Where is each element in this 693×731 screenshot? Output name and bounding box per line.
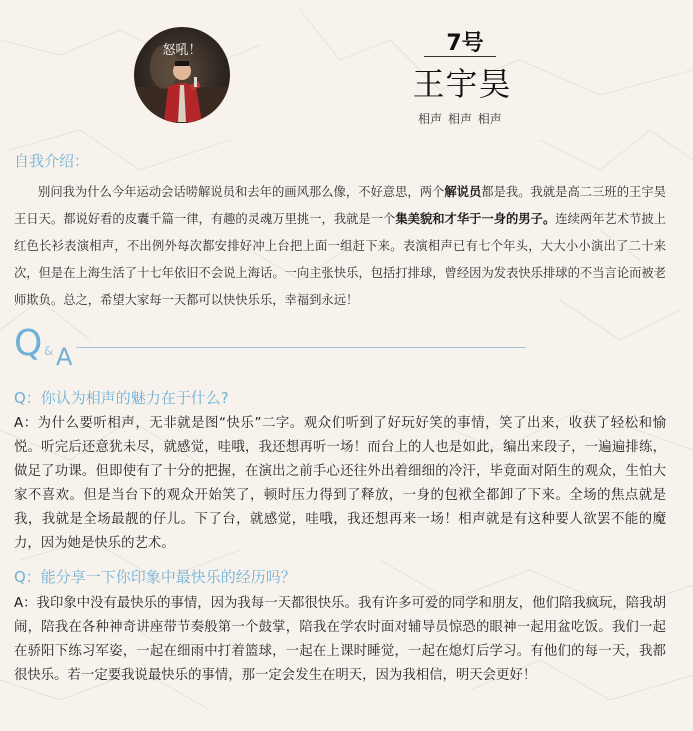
qa-logo-a: A — [56, 343, 73, 371]
intro-title: 自我介绍： — [14, 152, 90, 170]
player-number: 7号 — [446, 31, 484, 56]
intro-bold-1: 解说员 — [444, 185, 482, 199]
intro-paragraph — [14, 179, 666, 314]
avatar — [134, 27, 230, 123]
question-1: Q：你认为相声的魅力在于什么? — [14, 389, 229, 407]
talent-tags: 相声 相声 相声 — [418, 112, 502, 126]
qa-divider — [76, 347, 526, 348]
qa-logo — [14, 324, 94, 372]
player-name: 王宇昊 — [412, 65, 512, 103]
qa-logo-amp: & — [44, 344, 54, 358]
name-divider — [424, 56, 496, 57]
answer-1: A：为什么要听相声，无非就是图“快乐”二字。观众们听到了好玩好笑的事情，笑了出来，收获了轻松和愉悦。听完后还意犹未尽，就感觉，哇哦，我还想再听一场！而台上的人也是如此，编出来段子，一遍遍排练，做足了功课。但即使有了十分的把握，在演出之前手心还往外出着细细的冷汗，毕竟面对陌生的观众，生怕大家不喜欢。但是当台下的观众开始笑了，顿时压力得到了释放，一身的包袱全都卸了下来。全场的焦点就是我，我就是全场最靓的仔儿。下了台，就感觉，哇哦，我还想再来一场！相声就是有这种要人欲罢不能的魔力，因为她是快乐的艺术。 — [14, 416, 666, 551]
intro-text-3: 连续两年艺术节披上红色长衫表演相声，不出例外每次都安排好冲上台把上面一组赶下来。表演相声已有七个年头，大大小小演出了二十来次，但是在上海生活了十七年依旧不会说上海话。一向主张快乐，包括打排球，曾经因为发表快乐排球的不当言论而被老师欺负。总之，希望大家每一天都可以快快乐乐，幸福到永远！ — [14, 212, 666, 307]
answer-2: A：我印象中没有最快乐的事情，因为我每一天都很快乐。我有许多可爱的同学和朋友，他们陪我疯玩，陪我胡闹，陪我在各种神奇讲座带节奏般第一个鼓掌，陪我在学农时面对辅导员惊恐的眼神一起用盆吃饭。我们一起在骄阳下练习军姿，一起在细雨中打着篮球，一起在上课时睡觉，一起在熄灯后学习。有他们的每一天，我都很快乐。若一定要我说最快乐的事情，那一定会发生在明天，因为我相信，明天会更好！ — [14, 596, 666, 683]
intro-text-1: 别问我为什么今年运动会话唠解说员和去年的画风那么像，不好意思，两个 — [38, 185, 445, 199]
intro-text-2: 都是我。我就是高二三班的王宇昊王日天。都说好看的皮囊千篇一律，有趣的灵魂万里挑一，我就是一个 — [14, 185, 666, 226]
avatar-caption: 怒吼！ — [162, 43, 202, 58]
intro-bold-2: 集美貌和才华于一身的男子。 — [395, 212, 556, 226]
qa-logo-q: Q — [14, 323, 43, 364]
question-2: Q：能分享一下你印象中最快乐的经历吗？ — [14, 568, 296, 586]
